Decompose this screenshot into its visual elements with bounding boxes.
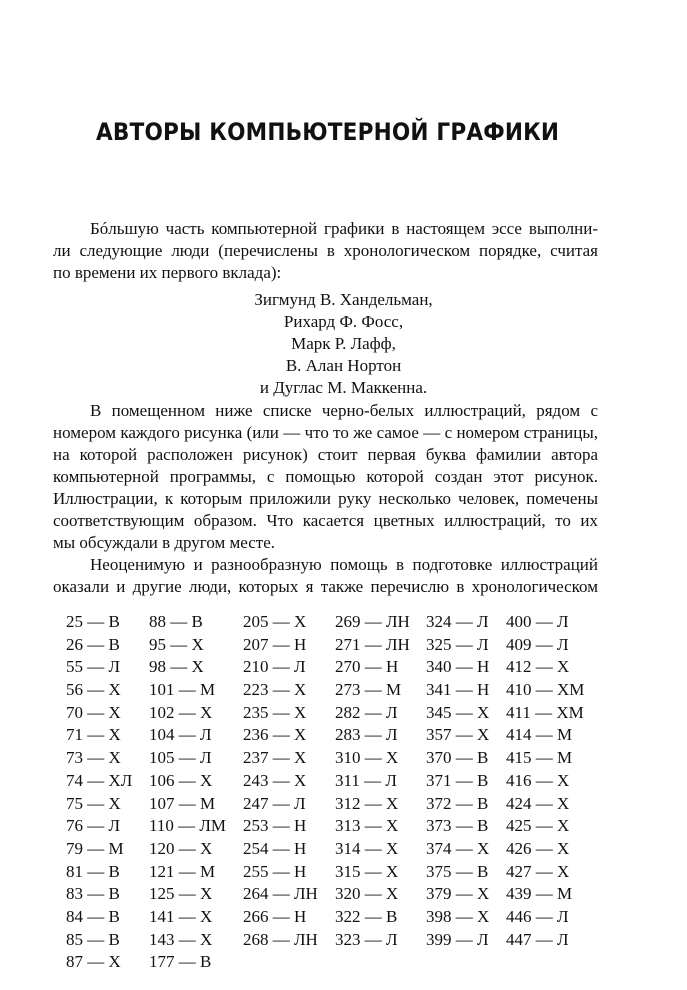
figure-entry: 266 — Н [243,906,307,926]
intro-line: по времени их первого вклада): [53,263,282,282]
figure-entry: 102 — Х [149,702,213,722]
figure-entry: 98 — Х [149,657,204,677]
figure-entry: 141 — Х [149,906,213,926]
figure-entry: 340 — Н [426,657,490,677]
figure-entry: 81 — В [66,861,120,881]
figure-entry: 315 — Х [335,861,399,881]
figure-entry: 313 — Х [335,816,399,836]
figure-entry: 268 — ЛН [243,929,318,949]
figure-entry: 322 — В [335,906,398,926]
figure-entry: 416 — Х [506,770,570,790]
figure-entry: 207 — Н [243,634,307,654]
paragraph-line: соответствующим образом. Что касается цветных иллюстраций, то их [53,511,598,530]
figure-entry: 55 — Л [66,657,121,677]
figure-attribution-list [0,611,687,972]
figure-entry: 412 — Х [506,657,570,677]
figure-entry: 414 — М [506,725,573,745]
figure-entry: 325 — Л [426,634,489,654]
figure-entry: 104 — Л [149,725,212,745]
figure-entry: 75 — Х [66,793,121,813]
figure-column [149,611,226,974]
figure-entry: 323 — Л [335,929,398,949]
figure-entry: 235 — Х [243,702,307,722]
figure-entry: 105 — Л [149,748,212,768]
figure-column [506,611,584,951]
figure-entry: 253 — Н [243,816,307,836]
figure-entry: 271 — ЛН [335,634,410,654]
intro-line: ли следующие люди (перечислены в хронологическом порядке, считая [53,241,598,260]
figure-entry: 95 — Х [149,634,204,654]
figure-entry: 375 — В [426,861,489,881]
paragraph-line: оказали и другие люди, которых я также перечислю в хронологическом [53,577,598,596]
figure-entry: 76 — Л [66,816,121,836]
figure-entry: 88 — В [149,612,203,631]
figure-entry: 110 — ЛМ [149,816,227,836]
author-name: В. Алан Нортон [285,356,402,375]
figure-entry: 273 — М [335,680,402,700]
figure-column [426,611,489,951]
figure-entry: 379 — Х [426,884,490,904]
figure-entry: 205 — Х [243,612,307,631]
figure-entry: 74 — ХЛ [66,770,133,790]
figure-entry: 371 — В [426,770,489,790]
figure-entry: 210 — Л [243,657,306,677]
figure-entry: 410 — ХМ [506,680,585,700]
figure-entry: 243 — Х [243,770,307,790]
figure-entry: 236 — Х [243,725,307,745]
figure-entry: 26 — В [66,634,120,654]
figure-entry: 107 — М [149,793,216,813]
paragraph-line: номером каждого рисунка (или — что то же самое — с номером страницы, [53,423,598,442]
figure-entry: 310 — Х [335,748,399,768]
figure-entry: 223 — Х [243,680,307,700]
figure-column [66,611,132,974]
figure-entry: 84 — В [66,906,120,926]
figure-entry: 398 — Х [426,906,490,926]
figure-entry: 254 — Н [243,838,307,858]
figure-entry: 415 — М [506,748,573,768]
author-name: Зигмунд В. Хандельман, [254,290,433,309]
figure-entry: 120 — Х [149,838,213,858]
figure-entry: 374 — Х [426,838,490,858]
figure-entry: 269 — ЛН [335,612,410,631]
author-name: и Дуглас М. Маккенна. [259,378,428,397]
figure-entry: 399 — Л [426,929,489,949]
paragraph-line: В помещенном ниже списке черно-белых иллюстраций, рядом с [90,401,598,420]
figure-entry: 264 — ЛН [243,884,318,904]
figure-entry: 424 — Х [506,793,570,813]
figure-entry: 370 — В [426,748,489,768]
figure-entry: 314 — Х [335,838,399,858]
paragraph-line: Иллюстрации, к которым приложили руку несколько человек, помечены [53,489,598,508]
figure-entry: 255 — Н [243,861,307,881]
figure-column [335,611,410,951]
figure-entry: 426 — Х [506,838,570,858]
figure-entry: 439 — М [506,884,573,904]
figure-entry: 237 — Х [243,748,307,768]
figure-entry: 121 — М [149,861,216,881]
figure-entry: 447 — Л [506,929,569,949]
figure-column [243,611,318,951]
figure-entry: 56 — Х [66,680,121,700]
figure-entry: 106 — Х [149,770,213,790]
figure-entry: 320 — Х [335,884,399,904]
figure-entry: 25 — В [66,612,120,631]
figure-entry: 324 — Л [426,612,489,631]
figure-entry: 373 — В [426,816,489,836]
figure-entry: 311 — Л [335,770,397,790]
figure-entry: 425 — Х [506,816,570,836]
figure-entry: 79 — М [66,838,124,858]
figure-entry: 71 — Х [66,725,121,745]
figure-entry: 411 — ХМ [506,702,584,722]
figure-entry: 427 — Х [506,861,570,881]
figure-entry: 83 — В [66,884,120,904]
figure-entry: 400 — Л [506,612,569,631]
figure-entry: 282 — Л [335,702,398,722]
figure-entry: 73 — Х [66,748,121,768]
figure-entry: 85 — В [66,929,120,949]
figure-entry: 372 — В [426,793,489,813]
figure-entry: 446 — Л [506,906,569,926]
figure-entry: 341 — Н [426,680,490,700]
figure-entry: 345 — Х [426,702,490,722]
figure-entry: 283 — Л [335,725,398,745]
figure-entry: 101 — М [149,680,216,700]
paragraph-line: на которой расположен рисунок) стоит первая буква фамилии автора [53,445,598,464]
figure-entry: 177 — В [149,952,212,972]
paragraph-line: Неоценимую и разнообразную помощь в подготовке иллюстраций [90,555,598,574]
author-name: Рихард Ф. Фосс, [283,312,404,331]
figure-entry: 247 — Л [243,793,306,813]
figure-entry: 143 — Х [149,929,213,949]
figure-entry: 70 — Х [66,702,121,722]
figure-entry: 409 — Л [506,634,569,654]
figure-entry: 270 — Н [335,657,399,677]
paragraph-line: мы обсуждали в другом месте. [53,533,276,552]
page-title: АВТОРЫ КОМПЬЮТЕРНОЙ ГРАФИКИ [96,118,560,146]
figure-entry: 357 — Х [426,725,490,745]
intro-line: Бóльшую часть компьютерной графики в настоящем эссе выполни- [90,219,598,238]
figure-entry: 125 — Х [149,884,213,904]
author-name: Марк Р. Лафф, [291,334,396,353]
figure-entry: 312 — Х [335,793,399,813]
figure-entry: 87 — Х [66,952,121,972]
paragraph-line: компьютерной программы, с помощью которой создан этот рисунок. [53,467,598,486]
